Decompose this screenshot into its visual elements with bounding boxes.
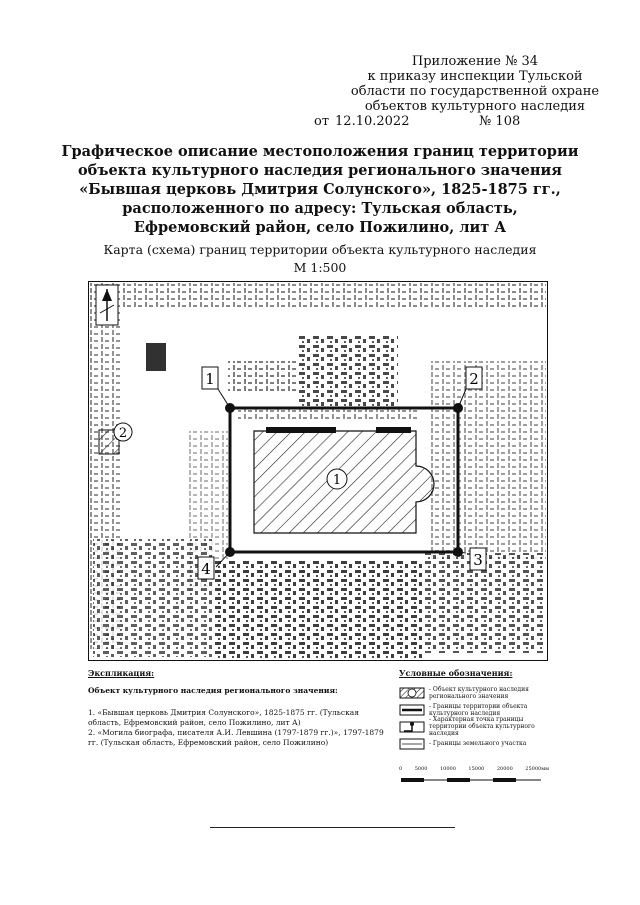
legend-text: - Характерная точка границы территории объекта культурного наследия [429,716,535,737]
appendix-order-line-3: объектов культурного наследия [364,99,586,114]
title-line: Ефремовский район, село Пожилино, лит А [133,219,507,236]
legend-title: Условные обозначения: [399,668,513,678]
map-scheme [88,281,548,661]
legend-text: - Объект культурного наследия регионального значения [429,685,529,700]
explication-item: область, Ефремовский район, село Пожилино, лит А) [88,718,301,727]
appendix-header [310,54,640,114]
parcel-line-icon [399,738,425,750]
object-1-building [254,427,434,533]
explication [88,668,388,748]
title-line: расположенного по адресу: Тульская область, [122,200,518,217]
appendix-order-line-2: области по государственной охране [350,84,600,99]
appendix-number: Приложение № 34 [411,54,539,69]
point-2-label: 2 [469,370,479,388]
point-4-label: 4 [201,560,211,578]
explication-title: Экспликация: [88,668,155,678]
hatch-object-icon [399,687,425,699]
scale-tick: 5000 [414,766,428,772]
order-number: № 108 [479,114,521,129]
explication-item: 2. «Могила биографа, писателя А.И. Левшина (1797-1879 гг.)», 1797-1879 [88,728,384,737]
object-1-label: 1 [332,473,342,488]
explication-item: 1. «Бывшая церковь Дмитрия Солунского», 1825-1875 гг. (Тульская [88,708,359,717]
order-date [314,114,415,129]
map-scale: М 1:500 [293,260,347,275]
title-line: объекта культурного наследия регионального значения [78,162,562,179]
legend [399,668,549,786]
point-3-label: 3 [473,551,483,569]
map-title: Карта (схема) границ территории объекта культурного наследия [103,242,537,257]
explication-subtitle: Объект культурного наследия регионального значения: [88,686,338,695]
title-line: Графическое описание местоположения границ территории [61,143,579,160]
scale-tick: 15000 [468,766,485,772]
boundary-line-icon [399,704,425,716]
scale-tick: 10000 [439,766,456,772]
appendix-order-line: к приказу инспекции Тульской [367,69,583,84]
date-prefix: от [314,114,330,129]
legend-text: - Границы территории объекта культурного наследия [429,702,528,717]
scale-bar [399,766,549,786]
legend-text: - Границы земельного участка [429,740,527,747]
object-2-label: 2 [118,426,128,441]
explication-item: гг. (Тульская область, Ефремовский район, село Пожилино) [88,738,329,747]
point-marker-icon [399,721,425,733]
signature-line [210,827,455,828]
legend-row [399,684,549,701]
scale-tick: 20000 [496,766,513,772]
date-value: 12.10.2022 [335,114,410,129]
title-line: «Бывшая церковь Дмитрия Солунского», 1825-1875 гг., [79,181,561,198]
point-1-label: 1 [205,370,215,388]
document-title [60,142,580,237]
legend-row [399,735,549,752]
legend-row [399,718,549,735]
scale-tick: 25000мм [525,766,549,772]
north-arrow-icon [96,285,118,325]
scale-tick: 0 [399,766,403,772]
